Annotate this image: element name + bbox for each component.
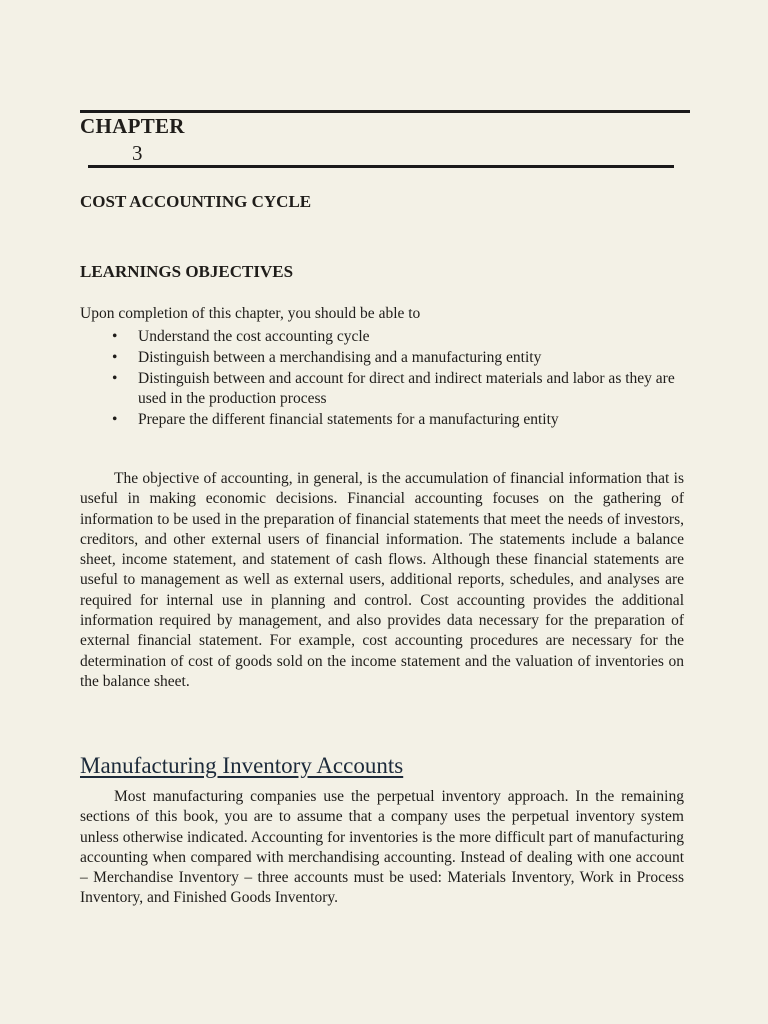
objectives-intro: Upon completion of this chapter, you should be able to <box>80 305 421 322</box>
bullet-icon: • <box>112 328 118 345</box>
objective-text: Distinguish between a merchandising and a manufacturing entity <box>138 349 542 366</box>
chapter-top-rule <box>80 110 690 113</box>
section-paragraph: Most manufacturing companies use the perpetual inventory approach. In the remaining sections of this book, you are to assume that a company uses the perpetual inventory system unless otherwise indicated. Accounting for inventories is the more difficult part of manufacturing accounting when compared with merchandising accounting. Instead of dealing with one account – Merchandise Inventory – three accounts must be used: Materials Inventory, Work in Process Inventory, and Finished Goods Inventory. <box>80 788 684 907</box>
bullet-icon: • <box>112 370 118 387</box>
bullet-icon: • <box>112 411 118 428</box>
list-item <box>110 327 690 347</box>
chapter-label: CHAPTER <box>80 114 185 138</box>
chapter-bottom-rule <box>88 165 674 168</box>
list-item <box>110 369 690 409</box>
chapter-title: COST ACCOUNTING CYCLE <box>80 192 312 211</box>
body-paragraph: The objective of accounting, in general, is the accumulation of financial information that is useful in making economic decisions. Financial accounting focuses on the gathering of information to be used in the preparation of financial statements that meet the needs of investors, creditors, and other external users of financial information. The statements include a balance sheet, income statement, and statement of cash flows. Although these financial statements are useful to management as well as external users, additional reports, schedules, and analyses are required for internal use in planning and control. Cost accounting provides the additional information required by management, and also provides data necessary for the preparation of external financial statement. For example, cost accounting procedures are necessary for the determination of cost of goods sold on the income statement and the valuation of inventories on the balance sheet. <box>80 470 684 690</box>
list-item <box>110 348 690 368</box>
bullet-icon: • <box>112 349 118 366</box>
objective-text: Understand the cost accounting cycle <box>138 328 370 345</box>
objectives-heading: LEARNINGS OBJECTIVES <box>80 262 294 281</box>
chapter-number: 3 <box>132 141 143 165</box>
section-heading: Manufacturing Inventory Accounts <box>80 753 404 778</box>
objective-text: Prepare the different financial statements for a manufacturing entity <box>138 411 559 428</box>
objectives-list <box>110 327 690 431</box>
list-item <box>110 410 690 430</box>
objective-text: Distinguish between and account for direct and indirect materials and labor as they are used in the production process <box>138 370 675 407</box>
